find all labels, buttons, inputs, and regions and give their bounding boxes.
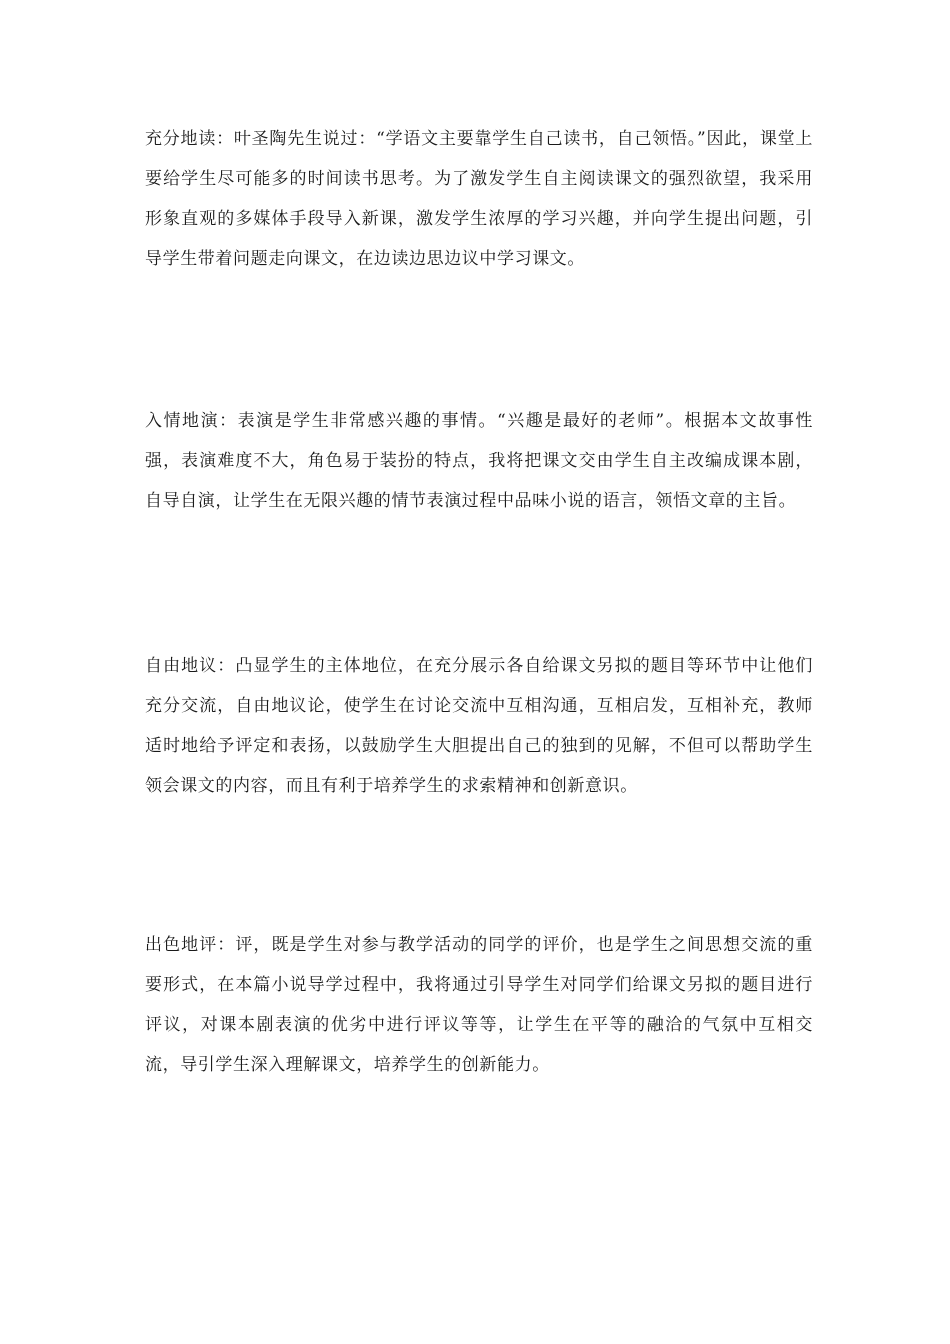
- paragraph-performing: 入情地演：表演是学生非常感兴趣的事情。“兴趣是最好的老师”。根据本文故事性强，表演难度不大，角色易于装扮的特点，我将把课文交由学生自主改编成课本剧，自导自演，让学生在无限兴趣的情节表演过程中品味小说的语言，领悟文章的主旨。: [145, 411, 813, 511]
- paragraph-reading: 充分地读：叶圣陶先生说过：“学语文主要靠学生自己读书，自己领悟。”因此，课堂上要给学生尽可能多的时间读书思考。为了激发学生自主阅读课文的强烈欲望，我采用形象直观的多媒体手段导入新课，激发学生浓厚的学习兴趣，并向学生提出问题，引导学生带着问题走向课文，在边读边思边议中学习课文。: [145, 129, 813, 269]
- paragraph-evaluating: 出色地评：评，既是学生对参与教学活动的同学的评价，也是学生之间思想交流的重要形式，在本篇小说导学过程中，我将通过引导学生对同学们给课文另拟的题目进行评议，对课本剧表演的优劣中进行评议等等，让学生在平等的融洽的气氛中互相交流，导引学生深入理解课文，培养学生的创新能力。: [145, 935, 813, 1075]
- paragraph-discussing: 自由地议：凸显学生的主体地位，在充分展示各自给课文另拟的题目等环节中让他们充分交流，自由地议论，使学生在讨论交流中互相沟通，互相启发，互相补充，教师适时地给予评定和表扬，以鼓励学生大胆提出自己的独到的见解，不但可以帮助学生领会课文的内容，而且有利于培养学生的求索精神和创新意识。: [145, 656, 813, 796]
